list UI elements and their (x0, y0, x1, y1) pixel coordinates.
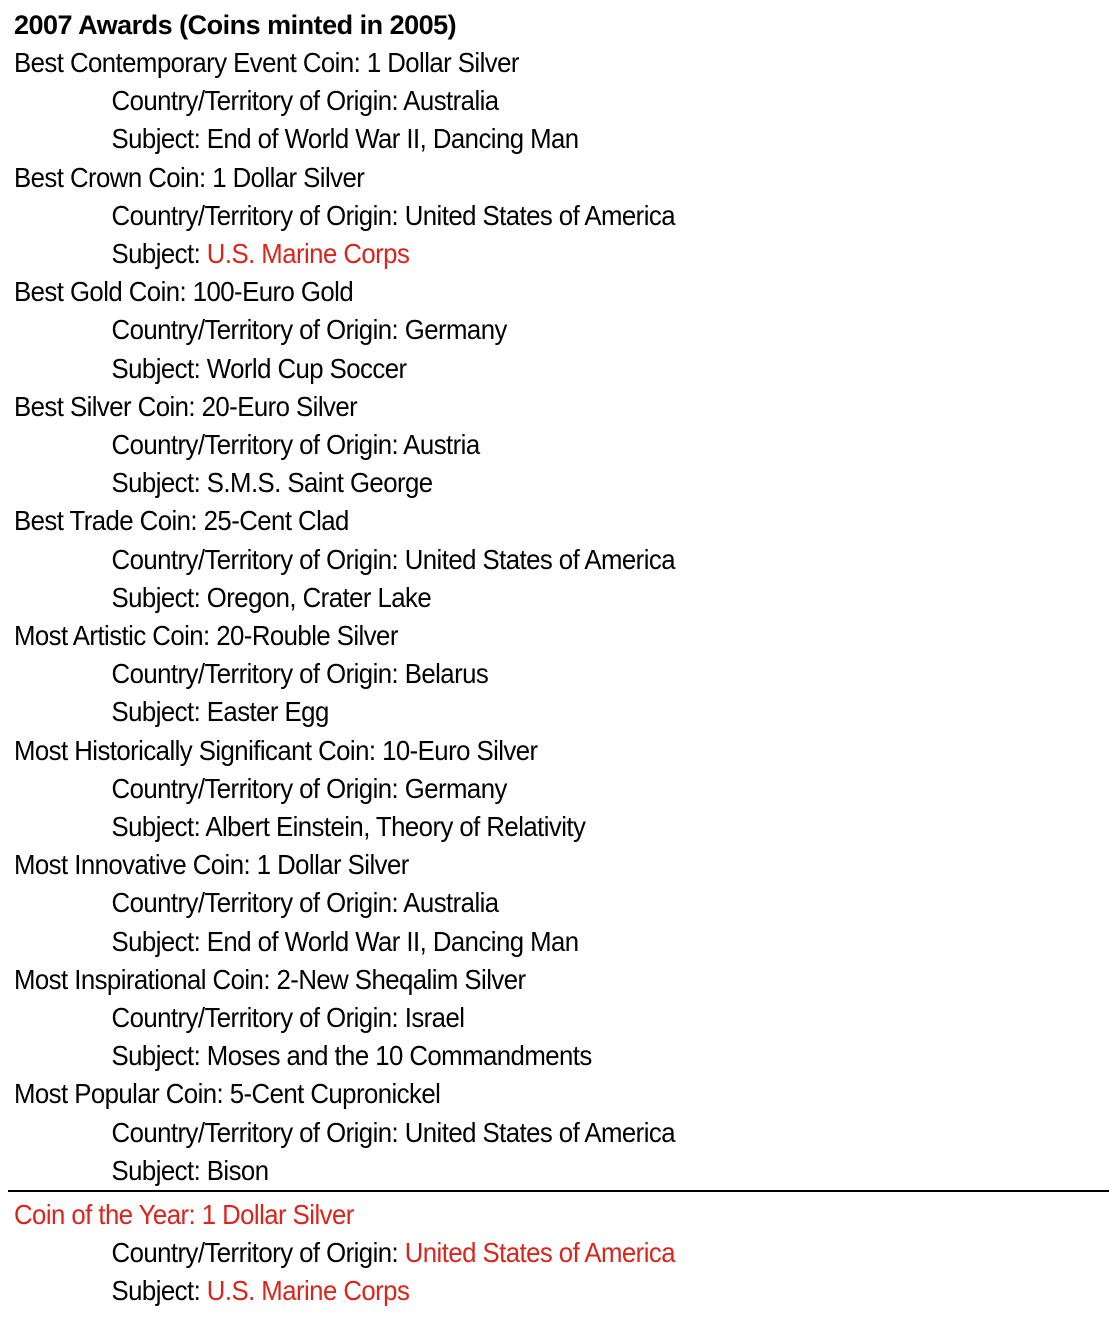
award-subject (14, 579, 1021, 617)
subject-value: S.M.S. Saint George (206, 467, 433, 499)
award-subject (14, 120, 1021, 158)
origin-label: Country/Territory of Origin: (111, 772, 405, 804)
subject-value: Moses and the 10 Commandments (206, 1040, 592, 1072)
award-subject (14, 923, 1021, 961)
subject-value: Bison (206, 1154, 269, 1186)
origin-label: Country/Territory of Origin: (111, 1116, 405, 1148)
award-category: Most Popular Coin: 5-Cent Cupronickel (14, 1078, 441, 1110)
subject-label: Subject: (111, 696, 207, 728)
coin-of-the-year-section (14, 1196, 1109, 1311)
subject-value-highlighted: U.S. Marine Corps (206, 238, 410, 270)
awards-document (14, 6, 1109, 1190)
award-category: Most Artistic Coin: 20-Rouble Silver (14, 620, 398, 652)
subject-label: Subject: (111, 1040, 207, 1072)
award-origin (14, 1114, 1021, 1152)
award-subject (14, 1152, 1021, 1190)
award-category: Most Innovative Coin: 1 Dollar Silver (14, 849, 409, 881)
origin-label: Country/Territory of Origin: (111, 314, 405, 346)
section-divider (8, 1190, 1109, 1192)
subject-value-highlighted: U.S. Marine Corps (206, 1275, 410, 1307)
subject-label: Subject: (111, 352, 207, 384)
subject-label: Subject: (111, 123, 207, 155)
subject-value: End of World War II, Dancing Man (206, 123, 579, 155)
origin-value: Germany (404, 314, 507, 346)
award-category: Best Gold Coin: 100-Euro Gold (14, 276, 354, 308)
award-category: Best Silver Coin: 20-Euro Silver (14, 390, 358, 422)
origin-label: Country/Territory of Origin: (111, 85, 404, 117)
award-category: Most Inspirational Coin: 2-New Sheqalim Silver (14, 963, 526, 995)
origin-value: Israel (404, 1002, 465, 1034)
origin-label: Country/Territory of Origin: (111, 1002, 405, 1034)
origin-value: Australia (403, 887, 499, 919)
award-subject (14, 350, 1021, 388)
award-subject (14, 693, 1021, 731)
subject-value: Easter Egg (206, 696, 329, 728)
award-origin (14, 426, 1021, 464)
coin-of-the-year-origin (14, 1234, 1021, 1272)
origin-value: Australia (403, 85, 499, 117)
origin-value: Germany (404, 772, 507, 804)
award-origin (14, 770, 1021, 808)
origin-value-highlighted: United States of America (404, 1237, 675, 1269)
award-origin (14, 999, 1021, 1037)
award-subject (14, 808, 1021, 846)
award-subject (14, 464, 1021, 502)
origin-label: Country/Territory of Origin: (111, 543, 405, 575)
award-origin (14, 541, 1021, 579)
subject-label: Subject: (111, 581, 207, 613)
coin-of-the-year-subject (14, 1272, 1021, 1310)
subject-value: End of World War II, Dancing Man (206, 925, 579, 957)
subject-label: Subject: (111, 1275, 207, 1307)
subject-value: Oregon, Crater Lake (206, 581, 432, 613)
origin-label: Country/Territory of Origin: (111, 1237, 405, 1269)
award-category: Best Trade Coin: 25-Cent Clad (14, 505, 349, 537)
award-subject (14, 235, 1021, 273)
award-subject (14, 1037, 1021, 1075)
award-origin (14, 311, 1021, 349)
subject-label: Subject: (111, 925, 207, 957)
award-category: Best Crown Coin: 1 Dollar Silver (14, 161, 365, 193)
origin-label: Country/Territory of Origin: (111, 658, 405, 690)
origin-value: United States of America (404, 199, 675, 231)
origin-value: United States of America (404, 1116, 675, 1148)
award-category: Most Historically Significant Coin: 10-Euro Silver (14, 734, 538, 766)
award-origin (14, 884, 1021, 922)
subject-label: Subject: (111, 238, 207, 270)
origin-label: Country/Territory of Origin: (111, 429, 404, 461)
coin-of-the-year-category: Coin of the Year: 1 Dollar Silver (14, 1199, 354, 1230)
document-title: 2007 Awards (Coins minted in 2005) (14, 10, 457, 40)
award-origin (14, 82, 1021, 120)
origin-label: Country/Territory of Origin: (111, 199, 405, 231)
subject-value: Albert Einstein, Theory of Relativity (205, 811, 586, 843)
award-category: Best Contemporary Event Coin: 1 Dollar Silver (14, 47, 519, 78)
origin-value: United States of America (404, 543, 675, 575)
origin-value: Austria (403, 429, 480, 461)
subject-value: World Cup Soccer (206, 352, 407, 384)
award-origin (14, 197, 1021, 235)
subject-label: Subject: (111, 1154, 207, 1186)
origin-value: Belarus (404, 658, 489, 690)
subject-label: Subject: (111, 811, 206, 843)
award-origin (14, 655, 1021, 693)
origin-label: Country/Territory of Origin: (111, 887, 404, 919)
subject-label: Subject: (111, 467, 207, 499)
